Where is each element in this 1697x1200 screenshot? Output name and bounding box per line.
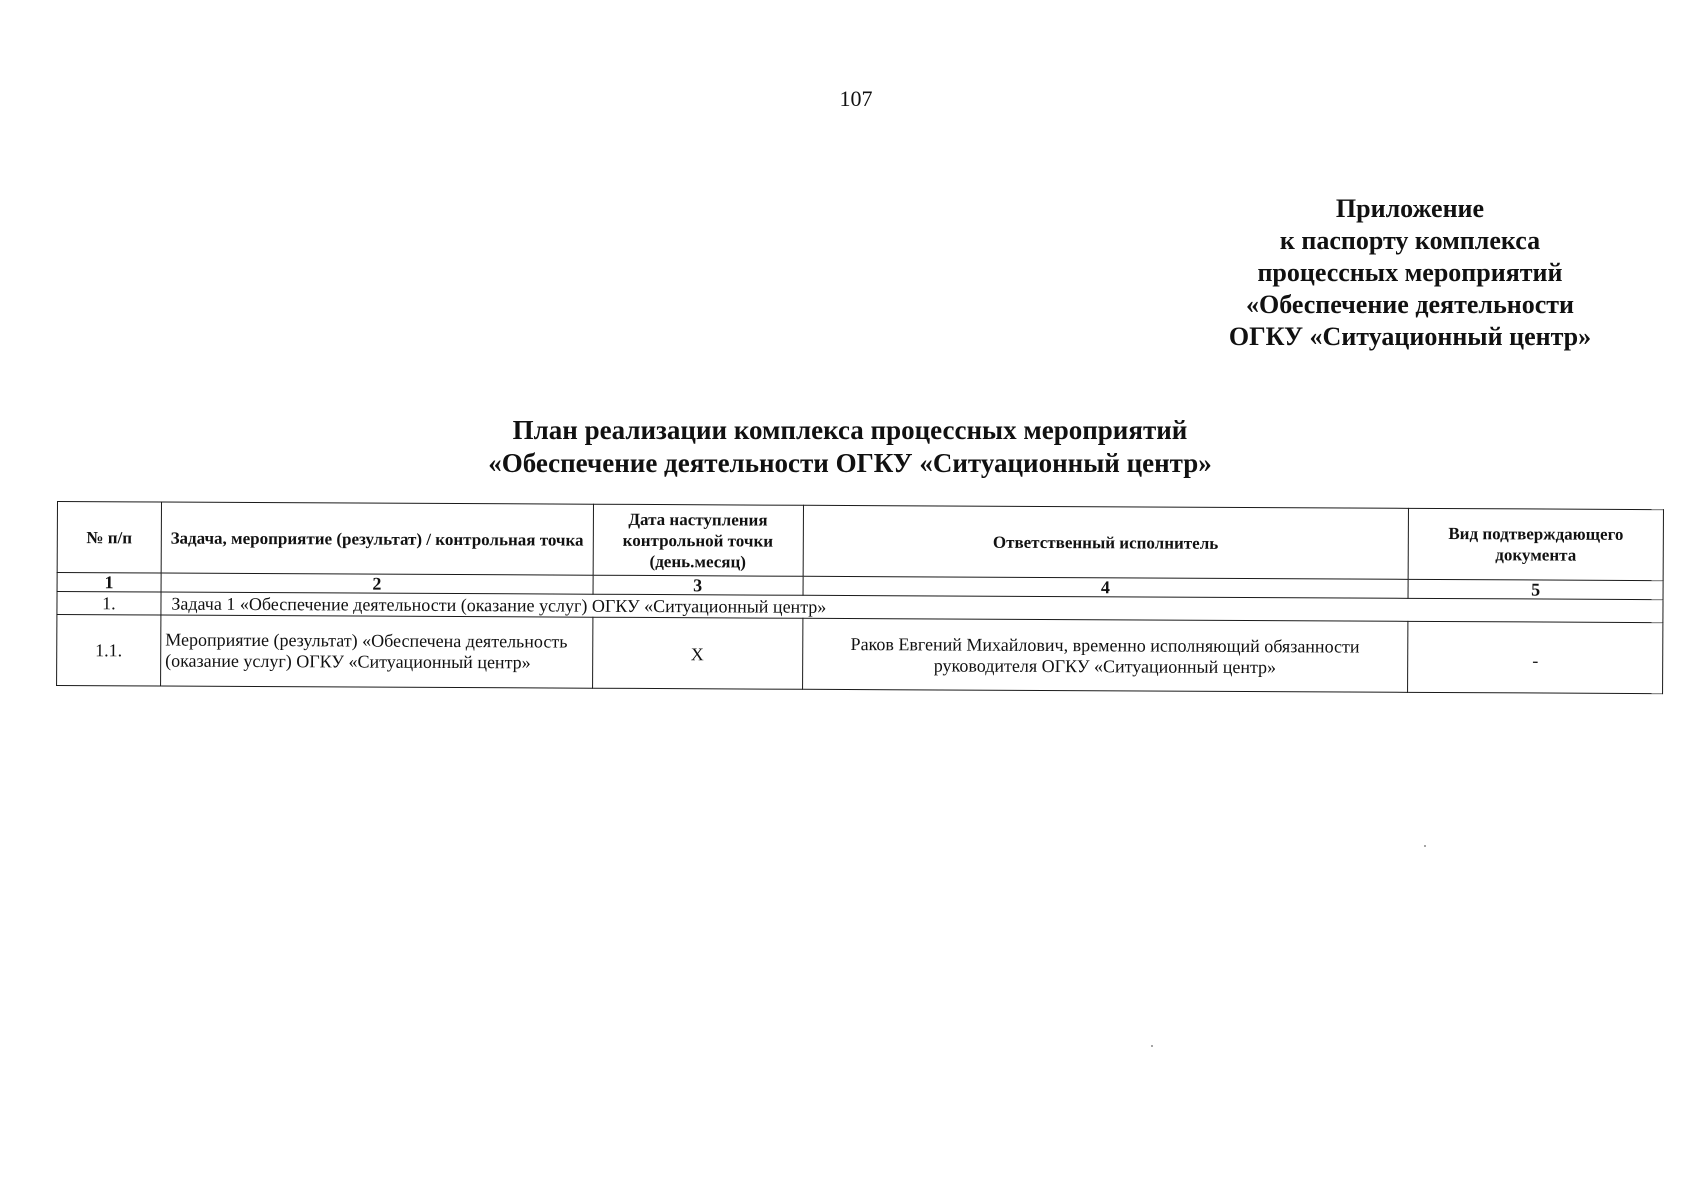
scan-speck xyxy=(1151,1045,1153,1047)
scan-speck xyxy=(1424,845,1426,847)
implementation-plan-table xyxy=(56,501,1664,694)
column-number: 3 xyxy=(593,575,803,595)
row-date: X xyxy=(592,617,802,689)
header-responsible: Ответственный исполнитель xyxy=(803,505,1409,579)
table-row xyxy=(57,615,1663,694)
row-number: 1.1. xyxy=(57,615,161,687)
appendix-line: процессных мероприятий xyxy=(1257,258,1563,287)
task-text: Задача 1 «Обеспечение деятельности (оказание услуг) ОГКУ «Ситуационный центр» xyxy=(161,592,1663,623)
appendix-line: ОГКУ «Ситуационный центр» xyxy=(1228,322,1592,351)
task-number: 1. xyxy=(57,592,161,616)
appendix-line: к паспорту комплекса xyxy=(1279,226,1541,255)
column-number: 1 xyxy=(57,573,161,593)
row-document: - xyxy=(1408,621,1663,693)
table-header-row xyxy=(57,502,1663,581)
column-number: 2 xyxy=(161,573,593,594)
appendix-heading xyxy=(1180,193,1640,353)
row-responsible: Раков Евгений Михайлович, временно исполняющий обязанности руководителя ОГКУ «Ситуационный центр» xyxy=(802,618,1408,692)
appendix-line: Приложение xyxy=(1335,194,1485,223)
column-number: 4 xyxy=(803,576,1409,598)
header-document: Вид подтверждающего документа xyxy=(1408,508,1663,580)
plan-title-line: «Обеспечение деятельности ОГКУ «Ситуационный центр» xyxy=(488,448,1212,478)
header-date: Дата наступления контрольной точки (день.месяц) xyxy=(593,504,803,576)
plan-title-line: План реализации комплекса процессных мероприятий xyxy=(512,415,1188,445)
row-activity: Мероприятие (результат) «Обеспечена деятельность (оказание услуг) ОГКУ «Ситуационный центр» xyxy=(160,615,592,688)
appendix-line: «Обеспечение деятельности xyxy=(1245,290,1575,319)
header-number: № п/п xyxy=(57,502,161,574)
header-task: Задача, мероприятие (результат) / контрольная точка xyxy=(161,502,593,575)
plan-title xyxy=(300,414,1400,480)
page-number: 107 xyxy=(839,86,873,111)
column-number: 5 xyxy=(1408,579,1663,599)
